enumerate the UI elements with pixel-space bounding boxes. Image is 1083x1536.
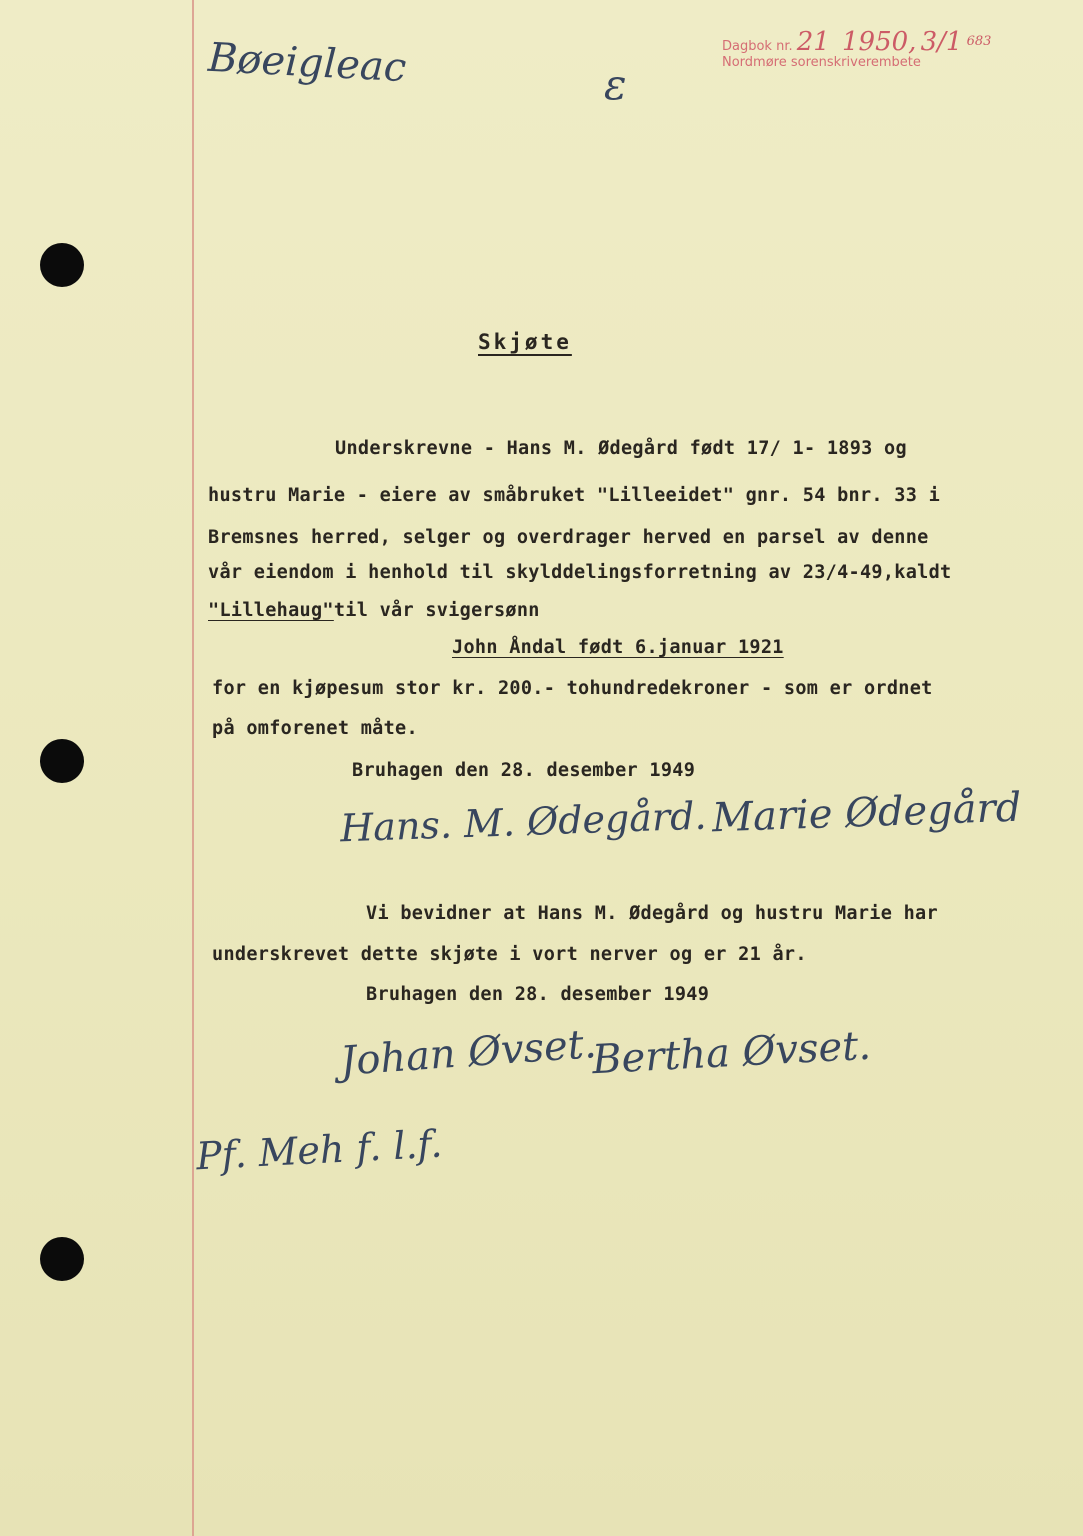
signature-seller-2: Marie Ødegård bbox=[711, 784, 1023, 842]
property-name: "Lillehaug" bbox=[208, 600, 334, 621]
body-line: Underskrevne - Hans M. Ødegård født 17/ 1- 1893 og bbox=[335, 438, 907, 459]
body-line: hustru Marie - eiere av småbruket "Lilleeidet" gnr. 54 bnr. 33 i bbox=[208, 485, 941, 506]
body-line bbox=[208, 600, 540, 621]
signature-witness-2: Bertha Øvset. bbox=[590, 1022, 872, 1084]
punch-hole bbox=[40, 739, 84, 783]
witness-line: Vi bevidner at Hans M. Ødegård og hustru Marie har bbox=[366, 903, 938, 924]
punch-hole bbox=[40, 243, 84, 287]
stamp-year: 1950, bbox=[842, 27, 917, 57]
place-date-2: Bruhagen den 28. desember 1949 bbox=[366, 984, 710, 1005]
signature-seller-1: Hans. M. Ødegård. bbox=[339, 793, 708, 851]
body-line: Bremsnes herred, selger og overdrager herved en parsel av denne bbox=[208, 527, 929, 548]
body-line: på omforenet måte. bbox=[212, 718, 418, 739]
body-line-rest: til vår svigersønn bbox=[333, 600, 540, 621]
buyer-line: John Åndal født 6.januar 1921 bbox=[452, 637, 784, 658]
stamp-office: Nordmøre sorenskriverembete bbox=[722, 55, 921, 70]
punch-hole bbox=[40, 1237, 84, 1281]
handwritten-mark: ɛ bbox=[604, 60, 627, 109]
stamp-number: 21 bbox=[796, 27, 830, 57]
stamp-page: 683 bbox=[966, 34, 992, 49]
stamp-date: 3/1 bbox=[920, 27, 963, 57]
body-line: for en kjøpesum stor kr. 200.- tohundredekroner - som er ordnet bbox=[212, 678, 933, 699]
margin-line bbox=[192, 0, 194, 1536]
handwritten-note: Bøeigleac bbox=[206, 34, 408, 92]
registry-stamp bbox=[722, 27, 992, 71]
stamp-label: Dagbok nr. bbox=[722, 39, 793, 54]
signature-witness-1: Johan Øvset. bbox=[338, 1021, 598, 1085]
place-date: Bruhagen den 28. desember 1949 bbox=[352, 760, 696, 781]
body-line: vår eiendom i henhold til skylddelingsforretning av 23/4-49,kaldt bbox=[208, 562, 952, 583]
document-title: Skjøte bbox=[478, 330, 572, 354]
witness-line: underskrevet dette skjøte i vort nerver og er 21 år. bbox=[212, 944, 807, 965]
initials: Pf. Meh f. l.f. bbox=[195, 1121, 444, 1179]
